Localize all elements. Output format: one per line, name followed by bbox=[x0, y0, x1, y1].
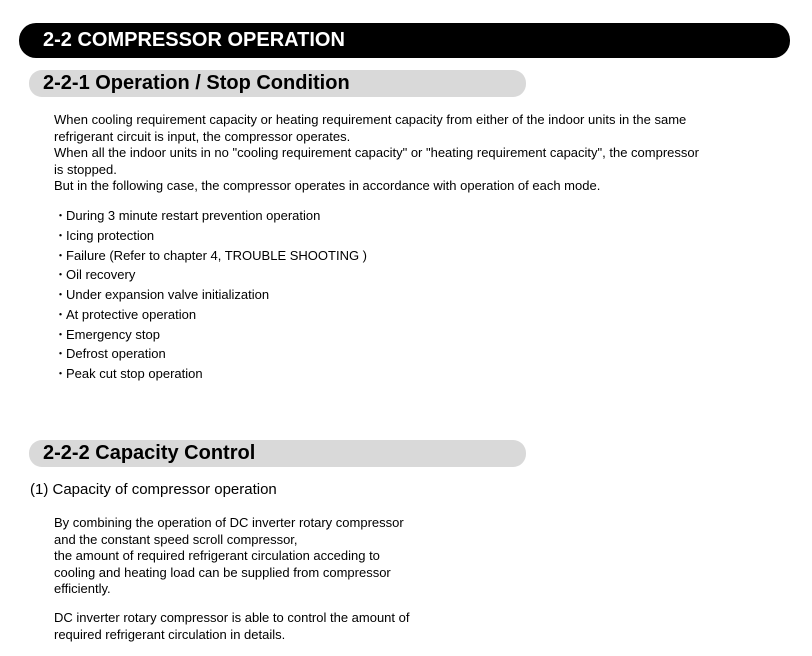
bullet-icon: ・ bbox=[54, 267, 68, 283]
list-item bbox=[54, 285, 367, 305]
list-item-text: Under expansion valve initialization bbox=[66, 287, 270, 302]
bullet-icon: ・ bbox=[54, 326, 68, 342]
list-item bbox=[54, 206, 367, 226]
list-item bbox=[54, 305, 367, 325]
bullet-icon: ・ bbox=[54, 227, 68, 243]
condition-list bbox=[54, 206, 367, 384]
bullet-icon: ・ bbox=[54, 208, 68, 223]
list-item-text: Oil recovery bbox=[66, 267, 136, 283]
bullet-icon: ・ bbox=[54, 346, 68, 362]
section-title: 2-2 COMPRESSOR OPERATION bbox=[19, 23, 790, 58]
list-item bbox=[54, 364, 367, 384]
list-item-text: Emergency stop bbox=[66, 326, 160, 342]
bullet-icon: ・ bbox=[54, 366, 68, 381]
list-item-text: Icing protection bbox=[66, 227, 155, 243]
list-item bbox=[54, 325, 367, 345]
intro-line: When cooling requirement capacity or heating requirement capacity from either of the indoor units in the same bbox=[54, 112, 687, 127]
intro-paragraph bbox=[54, 112, 699, 195]
paragraph-line: the amount of required refrigerant circulation acceding to bbox=[54, 548, 380, 563]
list-item-text: Defrost operation bbox=[66, 346, 166, 362]
list-item-text: Peak cut stop operation bbox=[66, 366, 203, 381]
list-item bbox=[54, 226, 367, 246]
bullet-icon: ・ bbox=[54, 247, 68, 263]
intro-line: When all the indoor units in no "cooling requirement capacity" or "heating requirement capacity", the compressor bbox=[54, 145, 699, 160]
list-item bbox=[54, 265, 367, 285]
intro-line: refrigerant circuit is input, the compressor operates. bbox=[54, 128, 351, 144]
item-heading: (1) Capacity of compressor operation bbox=[30, 481, 277, 498]
capacity-paragraph-1 bbox=[54, 515, 404, 598]
paragraph-line: cooling and heating load can be supplied from compressor bbox=[54, 564, 391, 580]
list-item bbox=[54, 344, 367, 364]
capacity-paragraph-2 bbox=[54, 610, 409, 643]
paragraph-line: By combining the operation of DC inverter rotary compressor bbox=[54, 515, 404, 530]
paragraph-line: DC inverter rotary compressor is able to control the amount of bbox=[54, 610, 410, 625]
list-item-text: Failure (Refer to chapter 4, TROUBLE SHOOTING ) bbox=[66, 247, 368, 263]
paragraph-line: and the constant speed scroll compressor, bbox=[54, 531, 298, 547]
bullet-icon: ・ bbox=[54, 287, 68, 302]
list-item-text: At protective operation bbox=[66, 306, 197, 322]
list-item bbox=[54, 246, 367, 266]
list-item-text: During 3 minute restart prevention operation bbox=[66, 208, 321, 223]
intro-line: But in the following case, the compressor operates in accordance with operation of each mode. bbox=[54, 178, 601, 193]
bullet-icon: ・ bbox=[54, 306, 68, 322]
paragraph-line: efficiently. bbox=[54, 581, 111, 596]
intro-line: is stopped. bbox=[54, 161, 117, 177]
subsection-title-operation-stop: 2-2-1 Operation / Stop Condition bbox=[29, 70, 526, 97]
paragraph-line: required refrigerant circulation in details. bbox=[54, 626, 286, 642]
subsection-title-capacity-control: 2-2-2 Capacity Control bbox=[29, 440, 526, 467]
